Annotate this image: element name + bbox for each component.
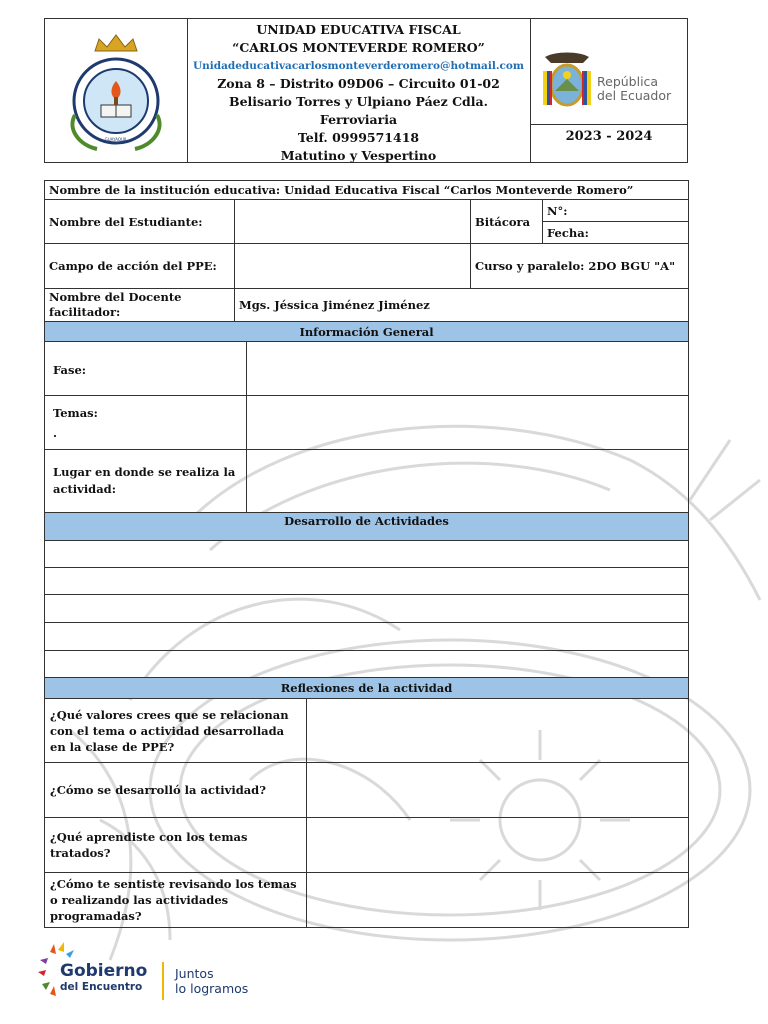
school-address-line2: Ferroviaria <box>319 112 398 127</box>
school-logo-cell <box>45 19 188 162</box>
republic-ecuador-wordmark: República del Ecuador <box>597 74 672 103</box>
gobierno-wordmark: Gobierno <box>60 961 148 981</box>
activity-line[interactable] <box>45 541 689 568</box>
year-divider <box>531 124 687 125</box>
bitacora-label: Bitácora <box>471 200 543 244</box>
topics-label-cell <box>45 396 247 450</box>
bitacora-date-field[interactable]: Fecha: <box>543 222 689 244</box>
school-email-link[interactable]: Unidadeducativacarlosmonteverderomero@hotmail.com <box>192 60 524 72</box>
section-general-info: Información General <box>45 322 689 342</box>
activity-line[interactable] <box>45 568 689 595</box>
topics-field[interactable] <box>247 396 689 450</box>
topics-bullet: . <box>53 425 58 440</box>
activity-line[interactable] <box>45 651 689 678</box>
slogan-line1: Juntos <box>175 966 214 981</box>
del-encuentro-wordmark: del Encuentro <box>60 981 143 993</box>
activity-line[interactable] <box>45 623 689 651</box>
logo-place-text: GUAYAQUIL <box>104 137 128 142</box>
ecuador-coat-of-arms-icon <box>539 49 595 115</box>
place-label: Lugar en donde se realiza la actividad: <box>45 450 247 513</box>
school-emblem-icon <box>45 19 187 162</box>
school-info-cell <box>187 19 531 162</box>
course-parallel-label: Curso y paralelo: 2DO BGU "A" <box>471 244 689 289</box>
reflection-question-learning: ¿Qué aprendiste con los temas tratados? <box>45 818 307 873</box>
reflection-question-feelings: ¿Cómo te sentiste revisando los temas o realizando las actividades programadas? <box>45 873 307 928</box>
student-name-field[interactable] <box>235 200 471 244</box>
activity-line[interactable] <box>45 595 689 623</box>
teacher-name: Mgs. Jéssica Jiménez Jiménez <box>235 289 689 322</box>
school-schedule: Matutino y Vespertino <box>280 148 437 163</box>
bitacora-form <box>44 180 689 928</box>
government-logo <box>36 942 276 1004</box>
student-name-label: Nombre del Estudiante: <box>45 200 235 244</box>
school-address-line1: Belisario Torres y Ulpiano Páez Cdla. <box>229 94 488 109</box>
reflection-answer-feelings[interactable] <box>307 873 689 928</box>
reflection-answer-values[interactable] <box>307 699 689 763</box>
section-reflections: Reflexiones de la actividad <box>45 678 689 699</box>
letterhead <box>44 18 688 163</box>
slogan-line2: lo logramos <box>175 981 249 996</box>
field-of-action-label: Campo de acción del PPE: <box>45 244 235 289</box>
slogan <box>175 966 248 996</box>
reflection-question-values: ¿Qué valores crees que se relacionan con el tema o actividad desarrollada en la clase de PPE? <box>45 699 307 763</box>
school-name-line1: UNIDAD EDUCATIVA FISCAL <box>256 22 461 37</box>
field-of-action-field[interactable] <box>235 244 471 289</box>
reflection-answer-learning[interactable] <box>307 818 689 873</box>
school-year: 2023 - 2024 <box>565 129 653 144</box>
school-phone: Telf. 0999571418 <box>297 130 420 145</box>
institution-name-row: Nombre de la institución educativa: Unidad Educativa Fiscal “Carlos Monteverde Romero” <box>45 181 689 200</box>
bitacora-number-field[interactable]: N°: <box>543 200 689 222</box>
republic-cell <box>531 19 687 162</box>
section-activities: Desarrollo de Actividades <box>45 513 689 541</box>
phase-label: Fase: <box>45 342 247 396</box>
reflection-answer-process[interactable] <box>307 763 689 818</box>
teacher-label: Nombre del Docente facilitador: <box>45 289 235 322</box>
school-name-line2: “CARLOS MONTEVERDE ROMERO” <box>232 40 485 55</box>
phase-field[interactable] <box>247 342 689 396</box>
place-field[interactable] <box>247 450 689 513</box>
school-zone: Zona 8 – Distrito 09D06 – Circuito 01-02 <box>217 76 500 91</box>
reflection-question-process: ¿Cómo se desarrolló la actividad? <box>45 763 307 818</box>
topics-label: Temas: <box>53 405 98 420</box>
footer-divider <box>162 962 164 1000</box>
